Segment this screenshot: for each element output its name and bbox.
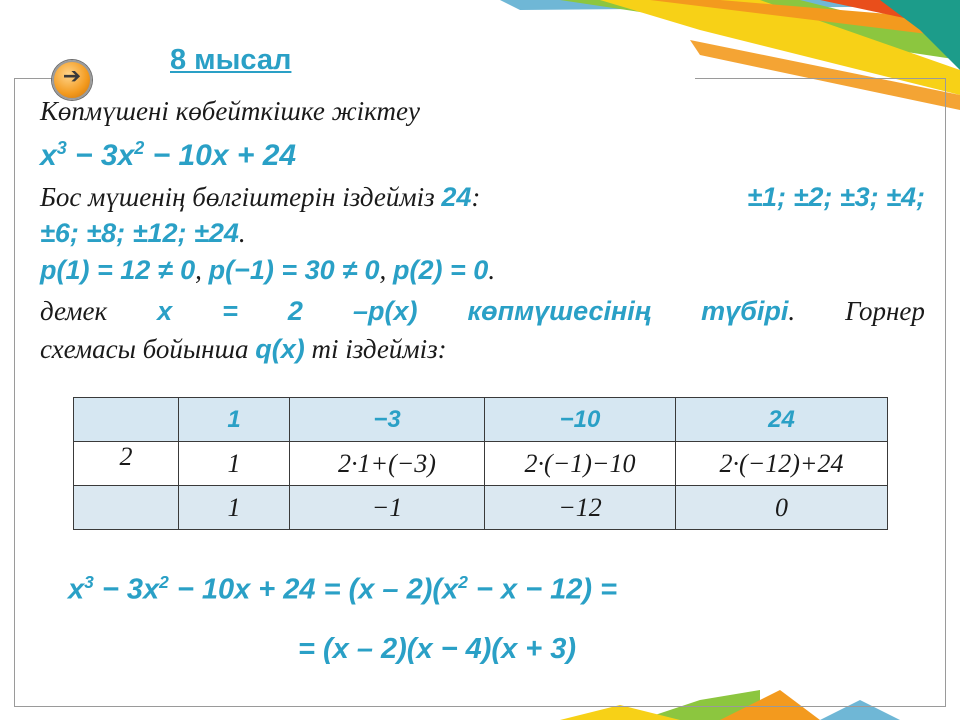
horner-row-2	[74, 486, 888, 530]
horner-table	[73, 397, 888, 530]
horner-header-row	[74, 398, 888, 442]
divisors-line-2: ±6; ±8; ±12; ±24.	[40, 218, 246, 248]
polynomial-values-line: p(1) = 12 ≠ 0, p(−1) = 30 ≠ 0, p(2) = 0.	[40, 255, 496, 285]
factorization-line-2: = (x – 2)(x − 4)(x + 3)	[298, 633, 577, 665]
conclusion-line-1: демек x = 2 –p(x) көпмүшесінің түбірі. Горнер	[40, 296, 925, 326]
factorization-line-1: $x^3 - 3x^2 - 10x + 24 = (x - 2)(x^2 - x - 12)$ =	[68, 572, 618, 606]
conclusion-line-2: схемасы бойынша q(x) ті іздейміз:	[40, 334, 447, 364]
horner-row-1	[74, 442, 888, 486]
table-cell	[74, 398, 179, 442]
divisors-line-1: Бос мүшенің бөлгіштерін іздейміз 24: ±1; ±2; ±3; ±4;	[40, 182, 925, 212]
table-cell: 2·(−1)−10	[485, 442, 676, 486]
table-cell: 0	[676, 486, 888, 530]
table-cell: 2	[74, 442, 179, 486]
table-cell: 2·1+(−3)	[290, 442, 485, 486]
table-cell: −3	[290, 398, 485, 442]
orange-arrow-button-icon[interactable]: ➔	[52, 60, 92, 100]
table-cell: −12	[485, 486, 676, 530]
table-cell: 1	[179, 398, 290, 442]
table-cell: −10	[485, 398, 676, 442]
table-cell	[74, 486, 179, 530]
slide-title: 8 мысал	[170, 44, 292, 76]
table-cell: 1	[179, 442, 290, 486]
table-cell: 2·(−12)+24	[676, 442, 888, 486]
slide-subtitle: Көпмүшені көбейткішке жіктеу	[40, 96, 420, 126]
polynomial-expression: $x^3 - 3x^2 - 10x + 24$	[40, 138, 297, 172]
table-cell: 24	[676, 398, 888, 442]
frame-top-right	[695, 78, 945, 79]
table-cell: −1	[290, 486, 485, 530]
table-cell: 1	[179, 486, 290, 530]
frame-top-left	[14, 78, 54, 79]
